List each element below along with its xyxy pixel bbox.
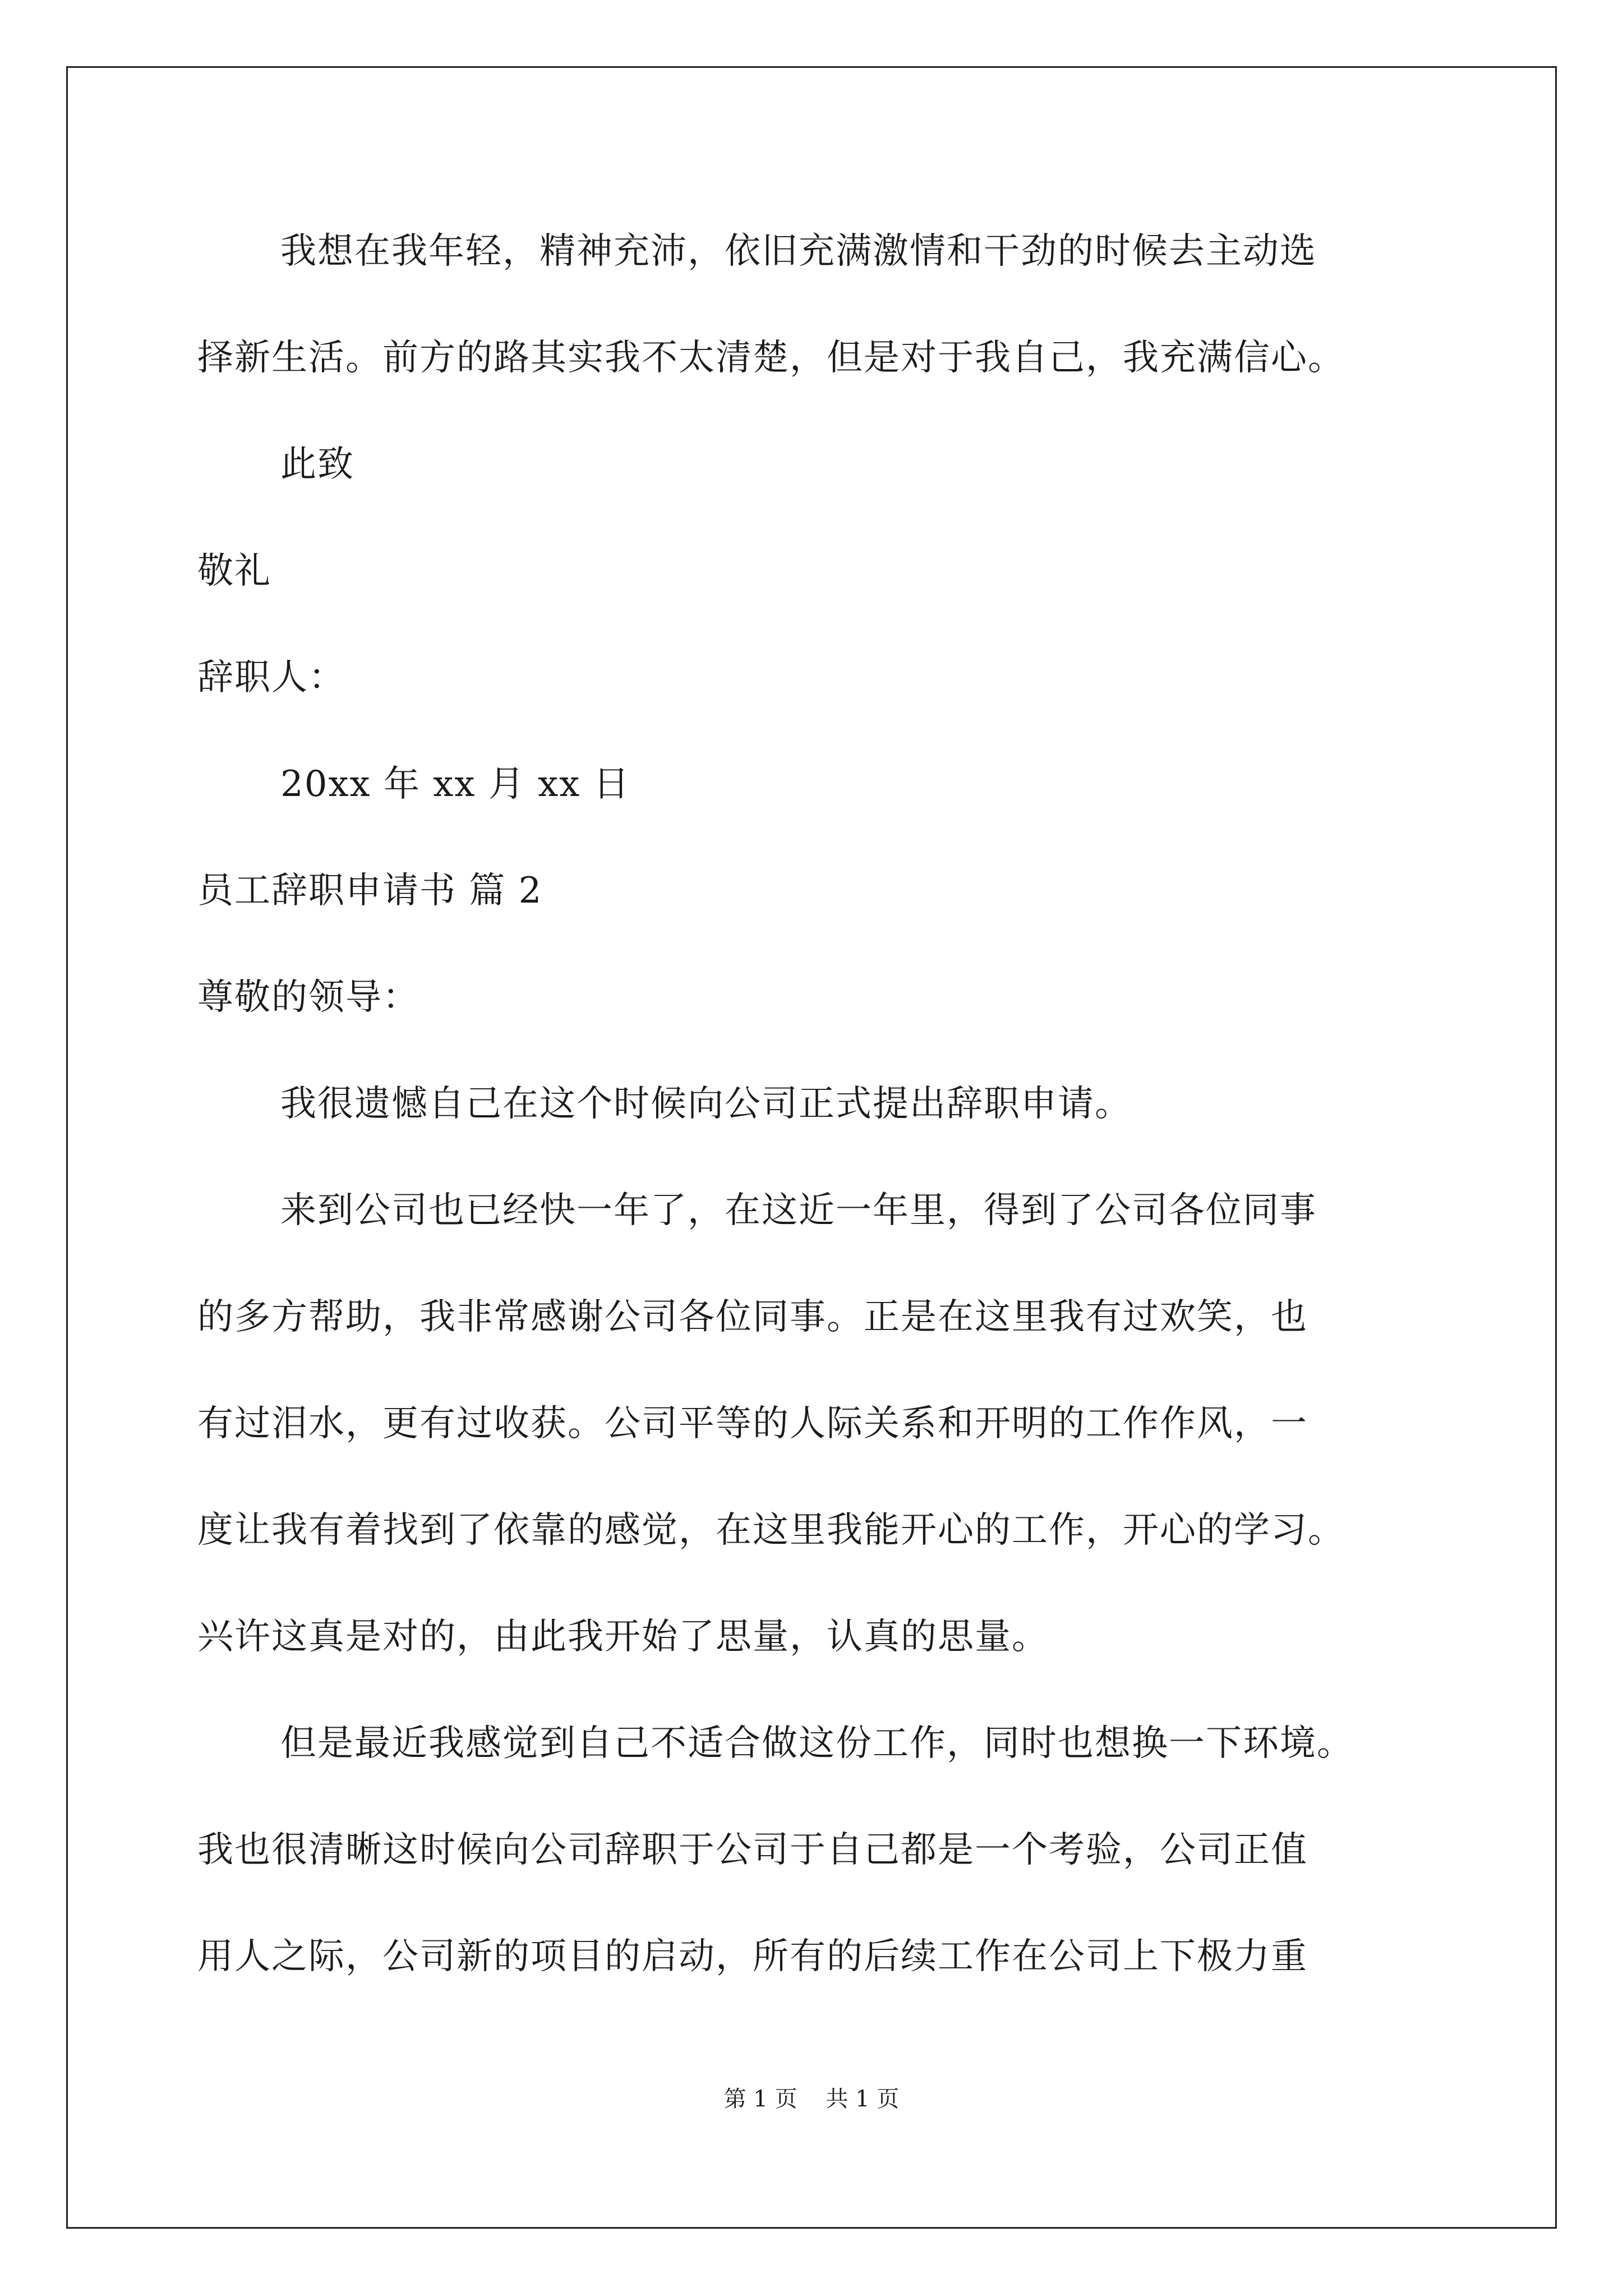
page-footer: 第 1 页 共 1 页 — [723, 2086, 900, 2112]
paragraph-line: 来到公司也已经快一年了，在这近一年里，得到了公司各位同事 — [280, 1190, 1317, 1231]
closing-salutation: 此致 — [280, 444, 354, 485]
paragraph-line: 兴许这真是对的，由此我开始了思量，认真的思量。 — [197, 1616, 1049, 1658]
page-border — [66, 66, 1557, 2229]
closing-regards: 敬礼 — [197, 550, 271, 592]
paragraph-line: 择新生活。前方的路其实我不太清楚，但是对于我自己，我充满信心。 — [197, 337, 1345, 379]
paragraph-line: 用人之际，公司新的项目的启动，所有的后续工作在公司上下极力重 — [197, 1936, 1308, 1977]
section-heading: 员工辞职申请书 篇 2 — [197, 870, 543, 912]
greeting: 尊敬的领导： — [197, 977, 419, 1018]
paragraph-line: 我很遗憾自己在这个时候向公司正式提出辞职申请。 — [280, 1083, 1132, 1125]
paragraph-line: 但是最近我感觉到自己不适合做这份工作，同时也想换一下环境。 — [280, 1723, 1354, 1764]
paragraph-line: 我想在我年轻，精神充沛，依旧充满激情和干劲的时候去主动选 — [280, 231, 1317, 272]
paragraph-line: 我也很清晰这时候向公司辞职于公司于自己都是一个考验，公司正值 — [197, 1829, 1308, 1871]
date-line: 20xx 年 xx 月 xx 日 — [280, 763, 630, 805]
paragraph-line: 的多方帮助，我非常感谢公司各位同事。正是在这里我有过欢笑，也 — [197, 1296, 1308, 1338]
paragraph-line: 度让我有着找到了依靠的感觉，在这里我能开心的工作，开心的学习。 — [197, 1510, 1345, 1551]
signatory-label: 辞职人： — [197, 657, 345, 698]
paragraph-line: 有过泪水，更有过收获。公司平等的人际关系和开明的工作作风，一 — [197, 1403, 1308, 1444]
